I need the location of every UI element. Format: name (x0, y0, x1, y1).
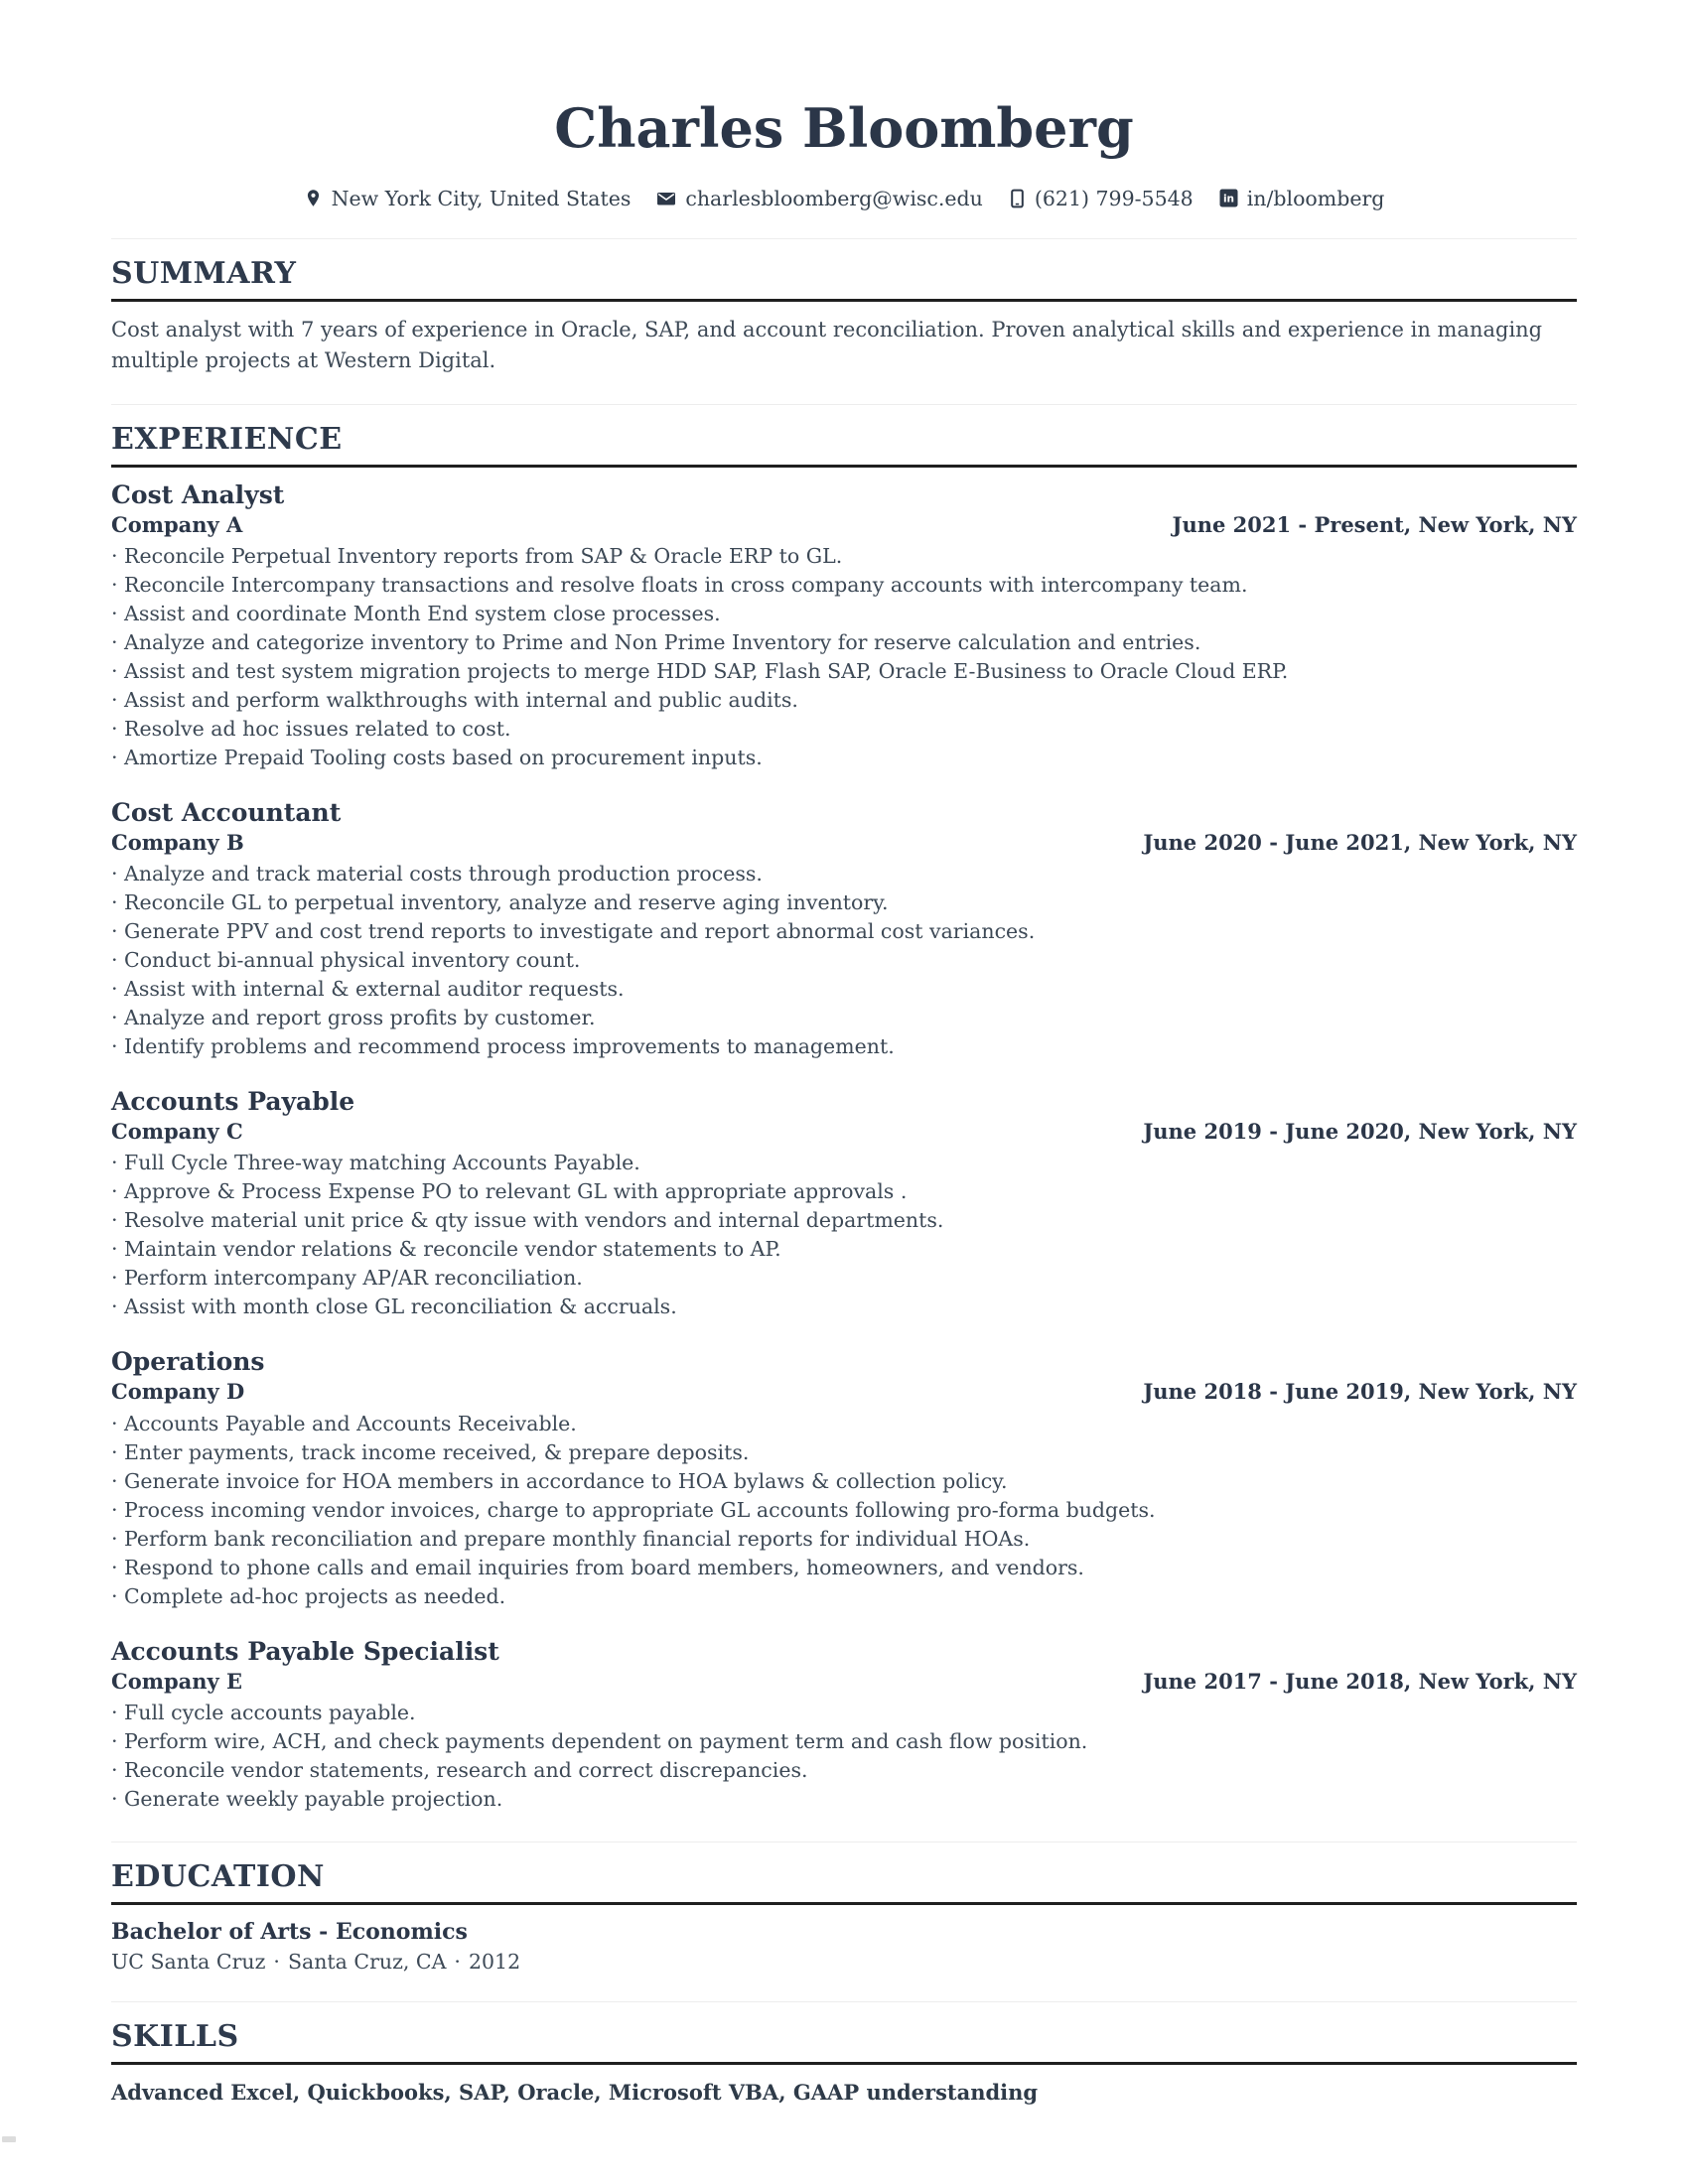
job-bullet: · Accounts Payable and Accounts Receivable. (111, 1411, 577, 1435)
job-meta-row (111, 1668, 1577, 1695)
job-bullet: · Reconcile Perpetual Inventory reports from SAP & Oracle ERP to GL. (111, 543, 843, 568)
job-bullet: · Perform bank reconciliation and prepare monthly financial reports for individual HOAs. (111, 1526, 1031, 1551)
job-title: Cost Analyst (111, 479, 285, 509)
job-bullet: · Identify problems and recommend process improvements to management. (111, 1034, 895, 1059)
job-meta-row (111, 1118, 1577, 1145)
job-company: Company D (111, 1379, 245, 1405)
job-bullet: · Reconcile vendor statements, research and correct discrepancies. (111, 1758, 808, 1783)
job-bullet: · Assist and perform walkthroughs with internal and public audits. (111, 687, 798, 712)
graduation-year: 2012 (468, 1949, 521, 1974)
job-title: Accounts Payable (111, 1087, 355, 1117)
job-bullet: · Assist with internal & external auditor requests. (111, 977, 625, 1002)
contact-bar (111, 187, 1577, 210)
svg-text:in: in (1222, 193, 1234, 205)
job-bullet-list (111, 860, 1577, 1061)
experience-job (111, 1637, 1577, 1814)
job-bullet: · Perform wire, ACH, and check payments dependent on payment term and cash flow position. (111, 1729, 1088, 1754)
job-bullet: · Amortize Prepaid Tooling costs based on procurement inputs. (111, 745, 763, 769)
job-meta-row (111, 511, 1577, 538)
job-bullet: · Perform intercompany AP/AR reconciliation. (111, 1266, 583, 1291)
job-bullet-list (111, 1410, 1577, 1611)
job-bullet: · Assist and test system migration projects to merge HDD SAP, Flash SAP, Oracle E-Business to Oracle Cloud ERP. (111, 658, 1289, 683)
job-bullet: · Reconcile Intercompany transactions and resolve floats in cross company accounts with intercompany team. (111, 572, 1248, 597)
experience-job (111, 480, 1577, 772)
phone-icon (1009, 189, 1026, 208)
page-corner-artifact (2, 2136, 16, 2142)
job-bullet: · Conduct bi-annual physical inventory count. (111, 948, 581, 973)
job-bullet-list (111, 1699, 1577, 1814)
job-bullet: · Analyze and track material costs through production process. (111, 862, 763, 887)
skills-text: Advanced Excel, Quickbooks, SAP, Oracle, Microsoft VBA, GAAP understanding (111, 2079, 1039, 2105)
contact-location-text: New York City, United States (331, 186, 632, 210)
job-bullet: · Generate weekly payable projection. (111, 1787, 503, 1812)
section-summary (111, 238, 1577, 376)
job-bullet: · Process incoming vendor invoices, charge to appropriate GL accounts following pro-forma budgets. (111, 1497, 1156, 1522)
job-meta-row (111, 1378, 1577, 1405)
job-bullet: · Analyze and categorize inventory to Prime and Non Prime Inventory for reserve calculation and entries. (111, 629, 1201, 654)
job-title: Operations (111, 1347, 265, 1377)
school-name: UC Santa Cruz (111, 1949, 266, 1974)
education-section-title: EDUCATION (111, 1860, 1577, 1905)
experience-section-title: EXPERIENCE (111, 423, 1577, 468)
experience-job (111, 798, 1577, 1061)
education-location: Santa Cruz, CA (287, 1949, 447, 1974)
job-bullet-list (111, 542, 1577, 772)
job-bullet: · Respond to phone calls and email inquiries from board members, homeowners, and vendors. (111, 1555, 1084, 1579)
job-company: Company A (111, 511, 243, 537)
job-bullet: · Approve & Process Expense PO to relevant GL with appropriate approvals . (111, 1179, 908, 1204)
experience-job (111, 1087, 1577, 1321)
job-date: June 2019 - June 2020, New York, NY (1143, 1119, 1577, 1145)
job-meta-row (111, 829, 1577, 856)
contact-phone (1009, 187, 1194, 210)
separator-dot: · (273, 1949, 280, 1974)
job-bullet: · Analyze and report gross profits by customer. (111, 1006, 596, 1030)
job-bullet: · Maintain vendor relations & reconcile vendor statements to AP. (111, 1237, 781, 1262)
experience-job (111, 1347, 1577, 1610)
linkedin-icon (1219, 189, 1238, 207)
job-date: June 2018 - June 2019, New York, NY (1143, 1379, 1577, 1405)
job-bullet: · Complete ad-hoc projects as needed. (111, 1583, 506, 1608)
degree-title: Bachelor of Arts - Economics (111, 1919, 468, 1946)
location-pin-icon (304, 189, 323, 207)
summary-text: Cost analyst with 7 years of experience in Oracle, SAP, and account reconciliation. Proven analytical skills and experience in managing multiple projects at Western Digital. (111, 317, 1543, 372)
job-bullet: · Generate invoice for HOA members in accordance to HOA bylaws & collection policy. (111, 1468, 1008, 1493)
contact-email (656, 187, 982, 210)
school-line (111, 1950, 1577, 1974)
contact-linkedin-text: in/bloomberg (1246, 186, 1385, 210)
job-bullet: · Reconcile GL to perpetual inventory, analyze and reserve aging inventory. (111, 890, 889, 915)
candidate-name: Charles Bloomberg (554, 96, 1134, 160)
job-bullet: · Full Cycle Three-way matching Accounts Payable. (111, 1151, 640, 1175)
job-title: Accounts Payable Specialist (111, 1636, 499, 1666)
job-date: June 2020 - June 2021, New York, NY (1143, 829, 1577, 855)
job-bullet: · Assist and coordinate Month End system close processes. (111, 601, 721, 625)
job-company: Company B (111, 829, 244, 855)
summary-section-title: SUMMARY (111, 257, 1577, 302)
job-bullet: · Enter payments, track income received, & prepare deposits. (111, 1439, 750, 1464)
section-skills (111, 2001, 1577, 2107)
separator-dot: · (454, 1949, 461, 1974)
job-title: Cost Accountant (111, 797, 342, 827)
job-date: June 2017 - June 2018, New York, NY (1143, 1668, 1577, 1694)
skills-section-title: SKILLS (111, 2020, 1577, 2065)
job-date: June 2021 - Present, New York, NY (1172, 511, 1577, 537)
job-bullet: · Full cycle accounts payable. (111, 1701, 416, 1725)
contact-phone-text: (621) 799-5548 (1034, 186, 1194, 210)
job-bullet: · Assist with month close GL reconciliation & accruals. (111, 1295, 677, 1319)
contact-location (304, 187, 632, 210)
envelope-icon (656, 191, 676, 206)
job-bullet-list (111, 1149, 1577, 1321)
job-bullet: · Generate PPV and cost trend reports to investigate and report abnormal cost variances. (111, 919, 1036, 944)
job-bullet: · Resolve material unit price & qty issue with vendors and internal departments. (111, 1208, 944, 1233)
job-company: Company E (111, 1668, 243, 1694)
job-bullet: · Resolve ad hoc issues related to cost. (111, 716, 511, 741)
contact-email-text: charlesbloomberg@wisc.edu (685, 186, 983, 210)
contact-linkedin (1219, 187, 1385, 210)
job-company: Company C (111, 1119, 243, 1145)
section-experience (111, 404, 1577, 1814)
experience-job-list (111, 480, 1577, 1814)
resume-header (111, 91, 1577, 210)
section-education (111, 1842, 1577, 1974)
